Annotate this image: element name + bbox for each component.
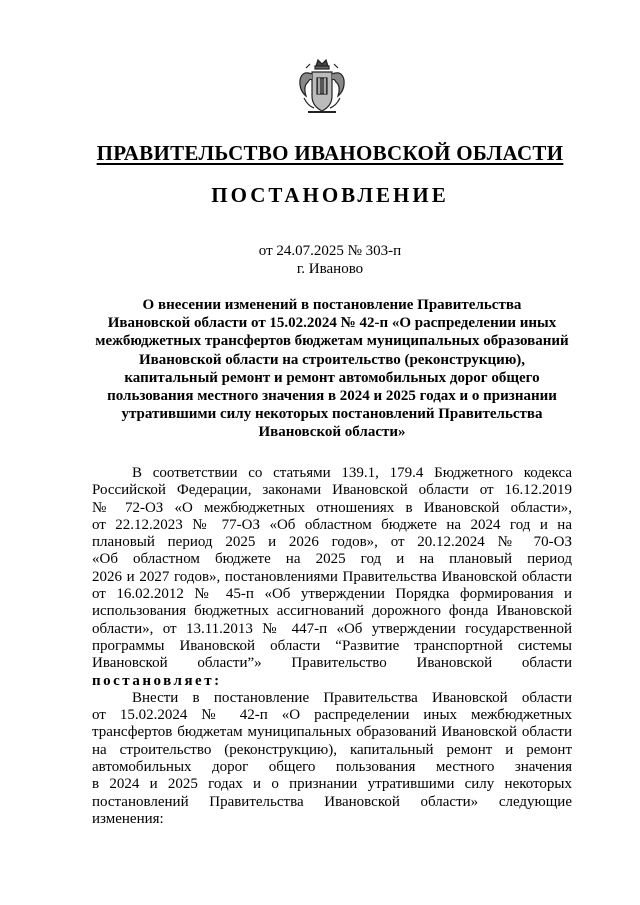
heading-line: Ивановской области» <box>258 424 406 441</box>
body-line: «Об областном бюджете на 2025 год и на плановый период <box>92 551 572 568</box>
document-type: ПОСТАНОВЛЕНИЕ <box>211 183 449 207</box>
document-heading <box>92 296 572 442</box>
body-line: Российской Федерации, законами Ивановской области от 16.12.2019 <box>92 482 572 499</box>
heading-line: межбюджетных трансфертов бюджетам муниципальных образований <box>95 333 569 350</box>
government-title: ПРАВИТЕЛЬСТВО ИВАНОВСКОЙ ОБЛАСТИ <box>96 141 564 165</box>
city: г. Иваново <box>296 261 364 277</box>
body-line: от 16.02.2012 № 45-п «Об утверждении Порядка формирования и <box>92 586 572 603</box>
body-line: использования бюджетных ассигнований дорожного фонда Ивановской <box>92 603 572 620</box>
body-line: изменения: <box>92 810 164 827</box>
body-line: постановлений Правительства Ивановской области» следующие <box>92 793 572 810</box>
decree-word: постановляет: <box>92 672 222 689</box>
body-line: программы Ивановской области “Развитие транспортной системы <box>92 637 572 654</box>
heading-line: пользования местного значения в 2024 и 2025 годах и о признании <box>107 388 557 405</box>
body-line: Внести в постановление Правительства Ивановской области <box>132 689 572 706</box>
body-line: от 22.12.2023 № 77-ОЗ «Об областном бюджете на 2024 год и на <box>92 516 572 533</box>
coat-of-arms-icon <box>294 56 350 118</box>
body-line: от 15.02.2024 № 42-п «О распределении иных межбюджетных <box>92 707 572 724</box>
body-line: Ивановской области”» Правительство Ивановской области <box>92 655 572 672</box>
body-line: плановый период 2025 и 2026 годов», от 20.12.2024 № 70-ОЗ <box>92 534 572 551</box>
heading-line: О внесении изменений в постановление Правительства <box>142 297 522 313</box>
heading-line: Ивановской области на строительство (реконструкцию), <box>138 351 526 368</box>
heading-line: утратившими силу некоторых постановлений Правительства <box>121 406 543 423</box>
heading-line: капитальный ремонт и ремонт автомобильных дорог общего <box>124 369 540 386</box>
body-line: автомобильных дорог общего пользования местного значения <box>92 759 572 776</box>
body-line: области», от 13.11.2013 № 447-п «Об утверждении государственной <box>92 620 572 637</box>
body-line: 2026 и 2027 годов», постановлениями Правительства Ивановской области <box>92 568 572 585</box>
document-body <box>92 465 572 828</box>
date-number: от 24.07.2025 № 303-п <box>258 243 402 259</box>
body-line: на строительство (реконструкцию), капитальный ремонт и ремонт <box>92 741 572 758</box>
body-line: трансфертов бюджетам муниципальных образований Ивановской области <box>92 724 572 741</box>
body-line: № 72-ОЗ «О межбюджетных отношениях в Ивановской области», <box>92 499 572 516</box>
body-line: В соответствии со статьями 139.1, 179.4 Бюджетного кодекса <box>132 465 572 481</box>
heading-line: Ивановской области от 15.02.2024 № 42-п «О распределении иных <box>107 315 557 332</box>
body-line: в 2024 и 2025 годах и о признании утратившими силу некоторых <box>92 776 572 793</box>
